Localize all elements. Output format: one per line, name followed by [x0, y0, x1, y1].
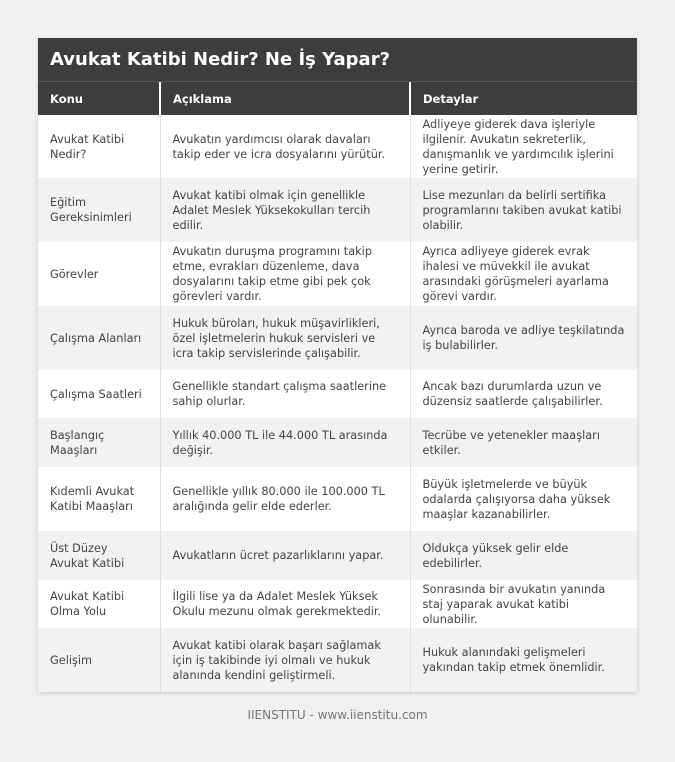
- details-cell: Büyük işletmelerde ve büyük odalarda çalışıyorsa daha yüksek maaşlar kazanabilirler.: [410, 467, 637, 531]
- table-row: [38, 580, 637, 628]
- description-cell: Avukatın duruşma programını takip etme, evrakları düzenleme, dava dosyalarını takip etme gibi pek çok görevleri vardır.: [160, 242, 410, 306]
- description-cell: Avukat katibi olarak başarı sağlamak için iş takibinde iyi olmalı ve hukuk alanında kendini geliştirmeli.: [160, 628, 410, 692]
- table-row: [38, 628, 637, 692]
- details-cell: Sonrasında bir avukatın yanında staj yaparak avukat katibi olunabilir.: [410, 580, 637, 628]
- description-cell: Genellikle yıllık 80.000 ile 100.000 TL aralığında gelir elde ederler.: [160, 467, 410, 531]
- details-cell: Adliyeye giderek dava işleriyle ilgilenir. Avukatın sekreterlik, danışmanlık ve yardımcılık işlerini yerine getirir.: [410, 115, 637, 178]
- footer-credit: IIENSTITU - www.iienstitu.com: [247, 708, 428, 722]
- table-row: [38, 306, 637, 370]
- topic-cell: Avukat Katibi Olma Yolu: [50, 590, 125, 618]
- topic-cell: Kıdemli Avukat Katibi Maaşları: [50, 485, 135, 513]
- description-cell: İlgili lise ya da Adalet Meslek Yüksek Okulu mezunu olmak gerekmektedir.: [160, 580, 410, 628]
- table-row: [38, 531, 637, 580]
- description-cell: Avukat katibi olmak için genellikle Adalet Meslek Yüksekokulları tercih edilir.: [160, 178, 410, 242]
- topic-cell: Üst Düzey Avukat Katibi: [38, 531, 160, 580]
- description-cell: Hukuk büroları, hukuk müşavirlikleri, özel işletmelerin hukuk servisleri ve icra takip servislerinde çalışabilir.: [160, 306, 410, 370]
- table-header-row: [38, 82, 637, 115]
- details-cell: Ayrıca baroda ve adliye teşkilatında iş bulabilirler.: [410, 306, 637, 370]
- description-cell: Genellikle standart çalışma saatlerine sahip olurlar.: [160, 370, 410, 418]
- topic-cell: Görevler: [50, 267, 99, 281]
- topic-cell: Çalışma Alanları: [38, 306, 160, 370]
- topic-cell: Eğitim Gereksinimleri: [38, 178, 160, 242]
- column-header-konu: Konu: [38, 82, 160, 115]
- description-cell: Avukatların ücret pazarlıklarını yapar.: [160, 531, 410, 580]
- details-cell: Hukuk alanındaki gelişmeleri yakından takip etmek önemlidir.: [410, 628, 637, 692]
- topic-cell: Çalışma Saatleri: [50, 387, 142, 401]
- details-cell: Lise mezunları da belirli sertifika programlarını takiben avukat katibi olabilir.: [410, 178, 637, 242]
- details-cell: Ayrıca adliyeye giderek evrak ihalesi ve müvekkil ile avukat arasındaki görüşmeleri ayarlama görevi vardır.: [410, 242, 637, 306]
- column-header-detaylar: Detaylar: [410, 82, 637, 115]
- info-table-card: [38, 38, 637, 692]
- details-cell: Tecrübe ve yetenekler maaşları etkiler.: [410, 418, 637, 467]
- details-cell: Oldukça yüksek gelir elde edebilirler.: [410, 531, 637, 580]
- info-table: [38, 82, 637, 692]
- description-cell: Avukatın yardımcısı olarak davaları takip eder ve icra dosyalarını yürütür.: [160, 115, 410, 178]
- table-row: [38, 178, 637, 242]
- topic-cell: Gelişim: [38, 628, 160, 692]
- table-row: [38, 115, 637, 178]
- table-row: [38, 418, 637, 467]
- details-cell: Ancak bazı durumlarda uzun ve düzensiz saatlerde çalışabilirler.: [410, 370, 637, 418]
- table-row: [38, 242, 637, 306]
- topic-cell: Başlangıç Maaşları: [38, 418, 160, 467]
- table-row: [38, 467, 637, 531]
- topic-cell: Avukat Katibi Nedir?: [50, 132, 125, 161]
- table-title: Avukat Katibi Nedir? Ne İş Yapar?: [38, 38, 637, 82]
- table-row: [38, 370, 637, 418]
- column-header-aciklama: Açıklama: [160, 82, 410, 115]
- description-cell: Yıllık 40.000 TL ile 44.000 TL arasında değişir.: [160, 418, 410, 467]
